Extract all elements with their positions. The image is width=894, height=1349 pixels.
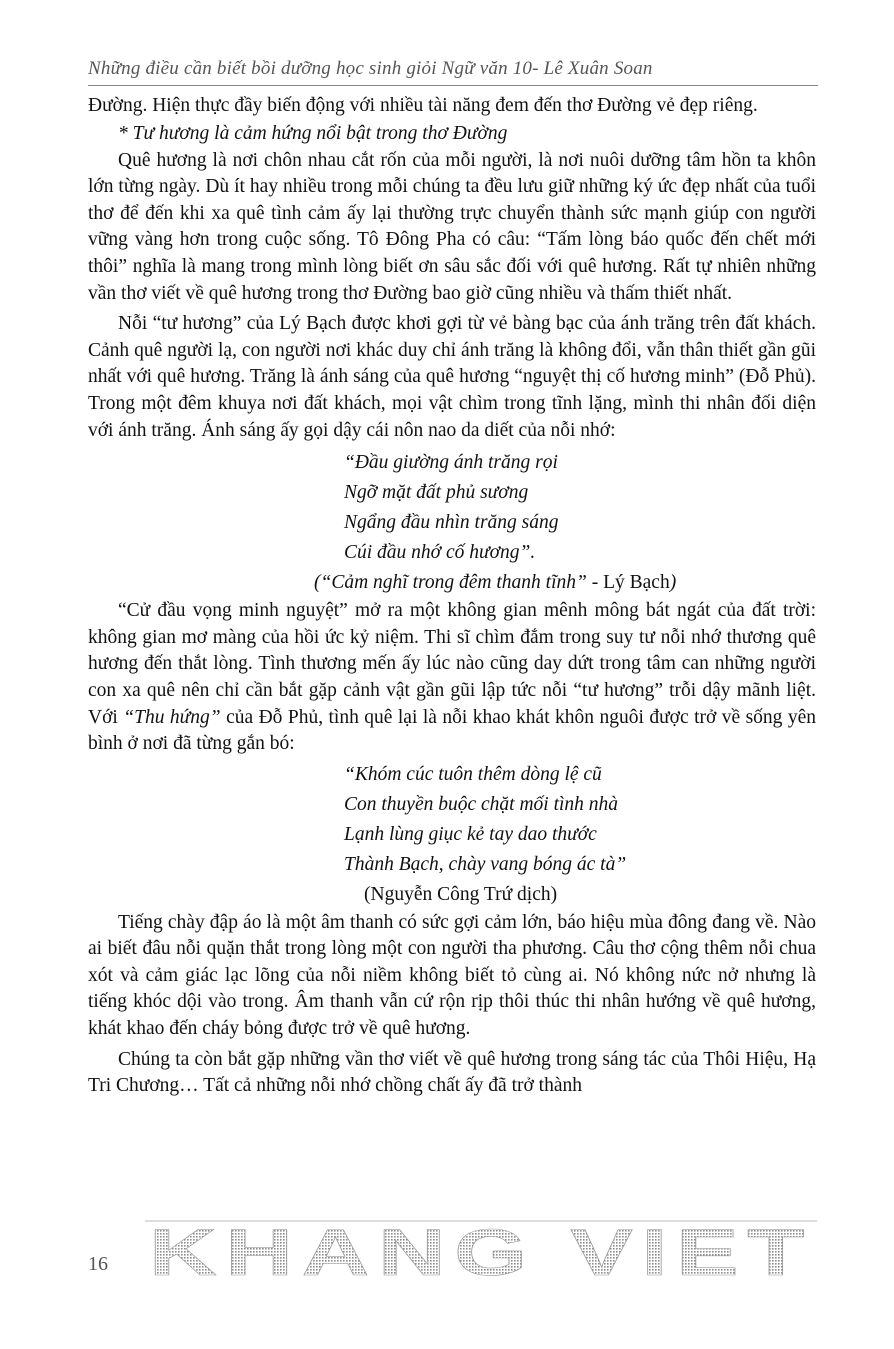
poem-line: Cúi đầu nhớ cố hương”. xyxy=(344,542,536,564)
poem-source-title: (“Cảm nghĩ trong đêm thanh tĩnh” xyxy=(314,572,587,594)
paragraph-1: Đường. Hiện thực đầy biến động với nhiều tài năng đem đến thơ Đường vẻ đẹp riêng. xyxy=(88,95,758,116)
header-divider xyxy=(88,85,818,86)
watermark-text: KHANG VIET xyxy=(149,1218,813,1280)
poem-line: Ngỡ mặt đất phủ sương xyxy=(344,482,529,504)
paragraph-3: Nỗi “tư hương” của Lý Bạch được khơi gợi từ vẻ bàng bạc của ánh trăng trên đất khách. Cảnh quê người lạ, con người nơi khác duy chỉ ánh trăng là không đổi, vẫn thân thiết gần gũi nhất với quê hương. Trăng là ánh sáng của quê hương “nguyệt thị cố hương minh” (Đỗ Phủ). Trong một đêm khuya nơi đất khách, mọi vật chìm trong tĩnh lặng, mình thi nhân đối diện với ánh trăng. Ánh sáng ấy gọi dậy cái nôn nao da diết của nỗi nhớ: xyxy=(88,313,816,441)
paragraph-4-start: “Cử đầu vọng minh nguyệt” mở ra một không gian mênh mông bát ngát của đất trời: không gian mơ màng của hồi ức kỷ niệm. Thi sĩ chìm đắm trong suy tư nỗi nhớ thương quê hương đến thắt lòng. Tình thương mến ấy lúc nào cũng day dứt trong tâm can những người con xa quê nên chỉ cần bắt gặp cảnh vật gần gũi lập tức nỗi “tư hương” trỗi dậy mãnh liệt. Với xyxy=(88,600,816,728)
page-body xyxy=(88,93,816,1100)
paragraph-4-end: của Đỗ Phủ, tình quê lại là nỗi khao khát khôn nguôi được trở về sống yên bình ở nơi đã từng gắn bó: xyxy=(88,706,817,755)
paragraph-2: Quê hương là nơi chôn nhau cắt rốn của mỗi người, là nơi nuôi dưỡng tâm hồn ta khôn lớn từng ngày. Dù ít hay nhiều trong mỗi chúng ta đều lưu giữ những ký ức đẹp nhất của tuổi thơ để đến khi xa quê tình cảm ấy lại thường trực chuyển thành sức mạnh giúp con người vững vàng hơn trong cuộc sống. Tô Đông Pha có câu: “Tấm lòng báo quốc đến chết mới thôi” nghĩa là mang trong mình lòng biết ơn sâu sắc đối với quê hương. Rất tự nhiên những vần thơ viết về quê hương trong thơ Đường bao giờ cũng nhiều và thấm thiết nhất. xyxy=(88,149,816,304)
poem-source-close: ) xyxy=(669,572,677,594)
poem-line: Lạnh lùng giục kẻ tay dao thước xyxy=(344,823,597,845)
poem-source-author: - Lý Bạch xyxy=(586,572,670,594)
poem-line: Thành Bạch, chày vang bóng ác tà” xyxy=(344,853,627,875)
publisher-watermark xyxy=(145,1218,817,1280)
page-number: 16 xyxy=(88,1253,108,1275)
poem-line: “Khóm cúc tuôn thêm dòng lệ cũ xyxy=(344,763,602,785)
poem-line: Con thuyền buộc chặt mối tình nhà xyxy=(344,793,619,815)
paragraph-5: Tiếng chày đập áo là một âm thanh có sức gợi cảm lớn, báo hiệu mùa đông đang về. Nào ai biết đâu nỗi quặn thắt trong lòng một con người tha phương. Câu thơ cộng thêm nỗi chua xót và cảm giác lạc lõng của nỗi niềm không biết tỏ cùng ai. Nó không nức nở nhưng là tiếng khóc dội vào trong. Âm thanh vẫn cứ rộn rịp thôi thúc thi nhân hướng về quê hương, khát khao đến cháy bỏng được trở về quê hương. xyxy=(88,911,816,1040)
poem-source-translator: (Nguyễn Công Trứ dịch) xyxy=(364,883,558,905)
poem-line: “Đầu giường ánh trăng rọi xyxy=(344,452,558,474)
running-header: Những điều cần biết bồi dưỡng học sinh giỏi Ngữ văn 10- Lê Xuân Soan xyxy=(88,58,653,79)
poem-do-phu xyxy=(88,760,816,880)
section-subheading: * Tư hương là cảm hứng nổi bật trong thơ Đường xyxy=(118,122,508,144)
poem-li-bach xyxy=(88,448,816,568)
poem-line: Ngẩng đầu nhìn trăng sáng xyxy=(344,512,559,534)
paragraph-6: Chúng ta còn bắt gặp những vần thơ viết về quê hương trong sáng tác của Thôi Hiệu, Hạ Tri Chương… Tất cả những nỗi nhớ chồng chất ấy đã trở thành xyxy=(88,1048,816,1097)
poem-source-li-bach xyxy=(88,568,816,598)
paragraph-4 xyxy=(88,598,816,758)
work-title-thu-hung: “Thu hứng” xyxy=(123,706,221,728)
